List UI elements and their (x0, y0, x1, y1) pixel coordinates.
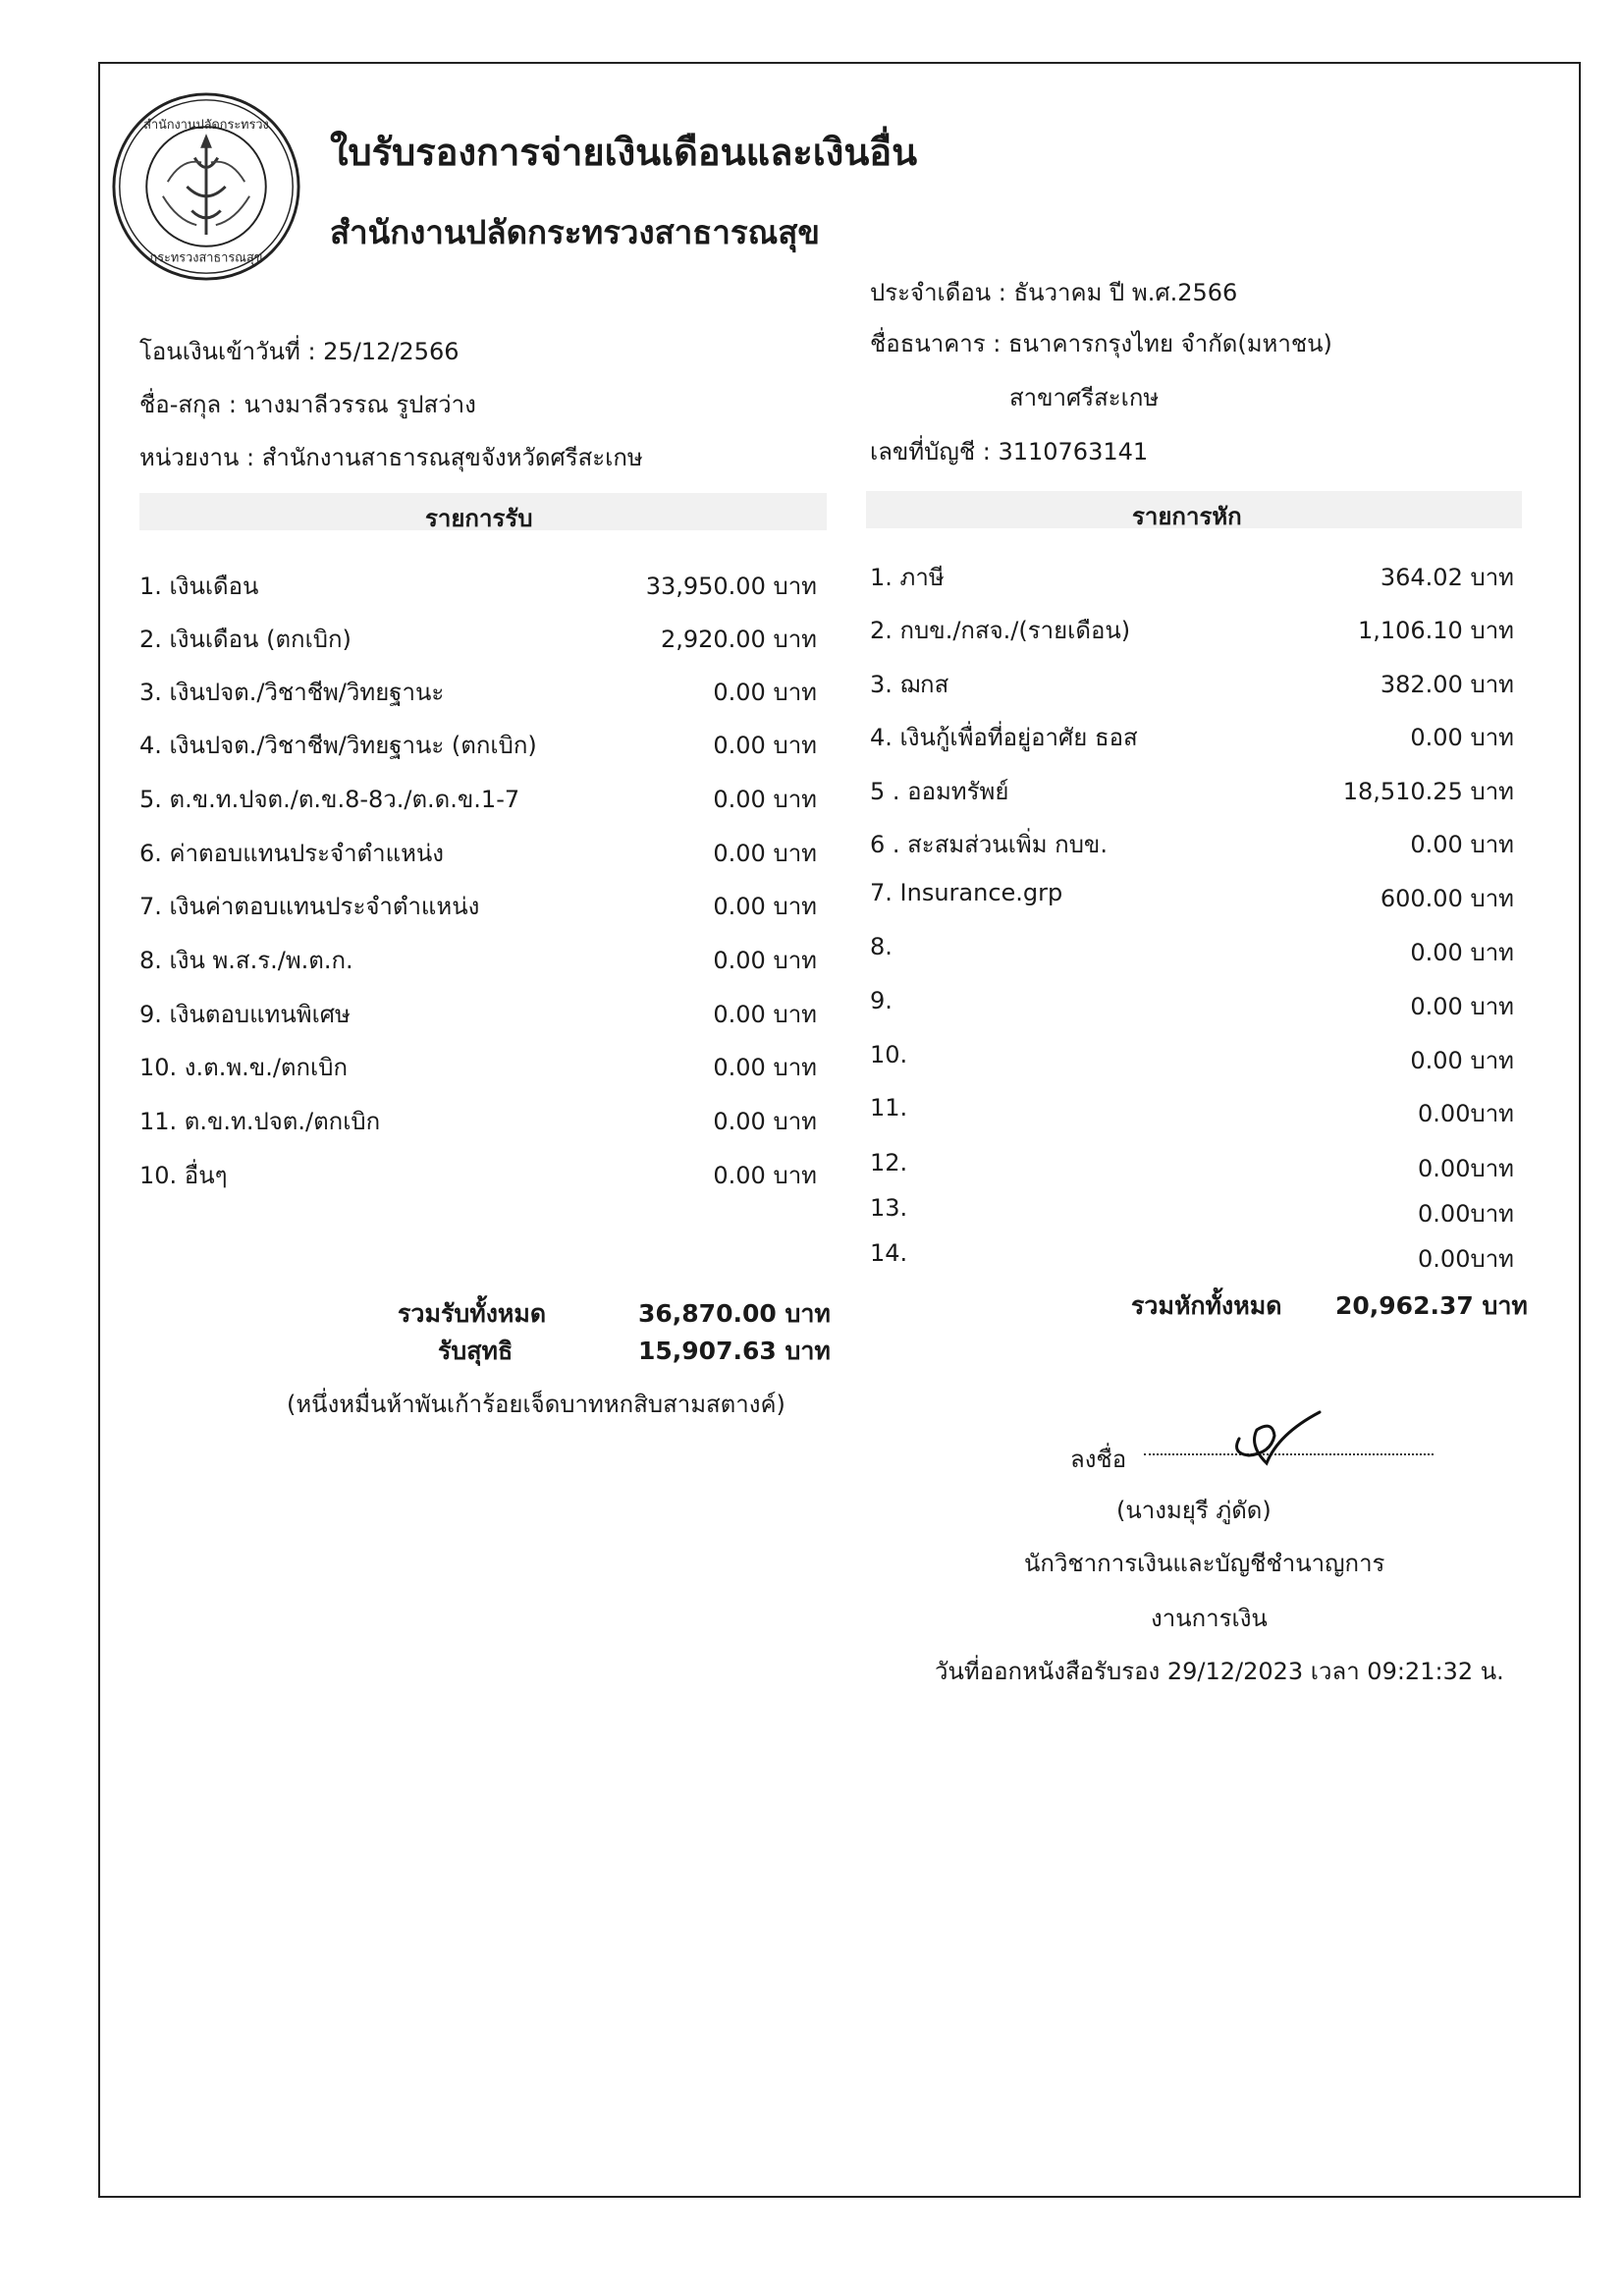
income-header: รายการรับ (425, 505, 533, 532)
income-item-label: 10. อื่นๆ (139, 1162, 228, 1189)
deduction-item-label: 9. (870, 987, 893, 1014)
income-item-label: 6. ค่าตอบแทนประจำตำแหน่ง (139, 840, 445, 867)
deduction-item-label: 11. (870, 1094, 908, 1121)
deduction-item-amount: 0.00บาท (1418, 1245, 1514, 1273)
income-row (139, 620, 817, 651)
income-item-amount: 0.00 บาท (713, 679, 817, 706)
income-row (139, 1156, 817, 1187)
income-item-label: 5. ต.ข.ท.ปจต./ต.ข.8-8ว./ต.ด.ข.1-7 (139, 786, 520, 813)
deduction-row (870, 1094, 1514, 1125)
income-total-label: รวมรับทั้งหมด (398, 1299, 547, 1328)
svg-text:กระทรวงสาธารณสุข: กระทรวงสาธารณสุข (149, 250, 263, 266)
deduction-item-amount: 0.00 บาท (1410, 831, 1514, 858)
deduction-item-label: 10. (870, 1041, 908, 1068)
bank-name: ชื่อธนาคาร : ธนาคารกรุงไทย จำกัด(มหาชน) (870, 330, 1332, 357)
document-subtitle: สำนักงานปลัดกระทรวงสาธารณสุข (330, 213, 820, 251)
deduction-item-label: 13. (870, 1194, 908, 1222)
deduction-item-label: 5 . ออมทรัพย์ (870, 778, 1009, 805)
income-row (139, 1048, 817, 1079)
deduction-row (870, 987, 1514, 1018)
income-item-amount: 0.00 บาท (713, 732, 817, 759)
deduction-item-amount: 364.02 บาท (1380, 564, 1514, 591)
income-row (139, 567, 817, 598)
deduction-item-amount: 382.00 บาท (1380, 671, 1514, 698)
income-item-amount: 0.00 บาท (713, 840, 817, 867)
income-item-label: 1. เงินเดือน (139, 573, 259, 600)
income-item-amount: 0.00 บาท (713, 786, 817, 813)
deduction-item-label: 8. (870, 933, 893, 960)
deduction-row (870, 1149, 1514, 1180)
issue-timestamp: วันที่ออกหนังสือรับรอง 29/12/2023 เวลา 09:21:32 น. (935, 1658, 1504, 1685)
work-unit: หน่วยงาน : สำนักงานสาธารณสุขจังหวัดศรีสะเกษ (139, 444, 643, 471)
deduction-row (870, 611, 1514, 642)
deduction-row (870, 825, 1514, 856)
deduction-item-label: 7. Insurance.grp (870, 879, 1063, 906)
deduction-row (870, 772, 1514, 803)
ministry-seal-logo (110, 90, 302, 283)
income-item-amount: 0.00 บาท (713, 1054, 817, 1081)
deduction-row (870, 665, 1514, 696)
deduction-item-label: 1. ภาษี (870, 564, 945, 591)
deduction-item-amount: 0.00 บาท (1410, 939, 1514, 966)
deduction-item-amount: 0.00บาท (1418, 1155, 1514, 1182)
deduction-item-amount: 0.00บาท (1418, 1200, 1514, 1228)
deductions-header: รายการหัก (1132, 503, 1242, 530)
deduction-row (870, 1041, 1514, 1072)
net-pay-value: 15,907.63 บาท (638, 1337, 831, 1365)
account-number: เลขที่บัญชี : 3110763141 (870, 438, 1149, 465)
income-item-amount: 0.00 บาท (713, 893, 817, 920)
deductions-total-label: รวมหักทั้งหมด (1131, 1291, 1282, 1320)
deductions-total-value: 20,962.37 บาท (1335, 1291, 1528, 1320)
bank-branch: สาขาศรีสะเกษ (1009, 384, 1160, 411)
income-row (139, 834, 817, 865)
income-item-label: 4. เงินปจต./วิชาชีพ/วิทยฐานะ (ตกเบิก) (139, 732, 537, 759)
deduction-item-label: 12. (870, 1149, 908, 1176)
handwritten-signature (1210, 1394, 1327, 1473)
sign-label: ลงชื่อ (1070, 1446, 1127, 1473)
document-title: ใบรับรองการจ่ายเงินเดือนและเงินอื่น (330, 131, 918, 174)
income-item-label: 9. เงินตอบแทนพิเศษ (139, 1001, 351, 1028)
income-total-value: 36,870.00 บาท (638, 1299, 831, 1328)
deduction-item-amount: 0.00 บาท (1410, 724, 1514, 751)
income-item-label: 8. เงิน พ.ส.ร./พ.ต.ก. (139, 947, 353, 974)
income-row (139, 673, 817, 704)
income-item-amount: 0.00 บาท (713, 1162, 817, 1189)
income-item-amount: 2,920.00 บาท (660, 626, 817, 653)
income-item-label: 3. เงินปจต./วิชาชีพ/วิทยฐานะ (139, 679, 445, 706)
deduction-row (870, 558, 1514, 589)
employee-name: ชื่อ-สกุล : นางมาลีวรรณ รูปสว่าง (139, 391, 476, 418)
income-row (139, 995, 817, 1026)
pay-month: ประจำเดือน : ธันวาคม ปี พ.ศ.2566 (870, 279, 1238, 306)
income-row (139, 726, 817, 757)
deduction-item-label: 4. เงินกู้เพื่อที่อยู่อาศัย ธอส (870, 724, 1138, 751)
income-item-amount: 33,950.00 บาท (645, 573, 817, 600)
income-row (139, 887, 817, 918)
income-item-label: 10. ง.ต.พ.ข./ตกเบิก (139, 1054, 349, 1081)
income-item-label: 11. ต.ข.ท.ปจต./ตกเบิก (139, 1108, 381, 1135)
deduction-item-amount: 18,510.25 บาท (1342, 778, 1514, 805)
income-item-amount: 0.00 บาท (713, 947, 817, 974)
deduction-item-label: 14. (870, 1239, 908, 1267)
income-item-label: 2. เงินเดือน (ตกเบิก) (139, 626, 352, 653)
net-pay-label: รับสุทธิ (438, 1337, 514, 1365)
deduction-item-amount: 1,106.10 บาท (1357, 617, 1514, 644)
deduction-item-label: 2. กบข./กสจ./(รายเดือน) (870, 617, 1131, 644)
transfer-date: โอนเงินเข้าวันที่ : 25/12/2566 (139, 338, 460, 365)
deduction-item-amount: 0.00บาท (1418, 1100, 1514, 1127)
signer-position: นักวิชาการเงินและบัญชีชำนาญการ (1024, 1550, 1385, 1577)
net-pay-words: (หนึ่งหมื่นห้าพันเก้าร้อยเจ็ดบาทหกสิบสามสตางค์) (287, 1391, 785, 1418)
svg-text:สำนักงานปลัดกระทรวง: สำนักงานปลัดกระทรวง (143, 118, 269, 134)
income-row (139, 1102, 817, 1133)
deduction-row (870, 1194, 1514, 1226)
deduction-item-amount: 600.00 บาท (1380, 885, 1514, 912)
deduction-row (870, 718, 1514, 749)
deduction-row (870, 933, 1514, 964)
income-item-amount: 0.00 บาท (713, 1001, 817, 1028)
deduction-item-amount: 0.00 บาท (1410, 993, 1514, 1020)
deduction-item-label: 6 . สะสมส่วนเพิ่ม กบข. (870, 831, 1108, 858)
deduction-item-label: 3. ฌกส (870, 671, 949, 698)
deduction-row (870, 1239, 1514, 1271)
deduction-item-amount: 0.00 บาท (1410, 1047, 1514, 1074)
income-item-label: 7. เงินค่าตอบแทนประจำตำแหน่ง (139, 893, 480, 920)
income-row (139, 941, 817, 972)
deduction-row (870, 879, 1514, 910)
signer-name: (นางมยุรี ภู่ดัด) (1116, 1497, 1272, 1524)
income-row (139, 780, 817, 811)
income-item-amount: 0.00 บาท (713, 1108, 817, 1135)
signer-department: งานการเงิน (1151, 1605, 1268, 1632)
